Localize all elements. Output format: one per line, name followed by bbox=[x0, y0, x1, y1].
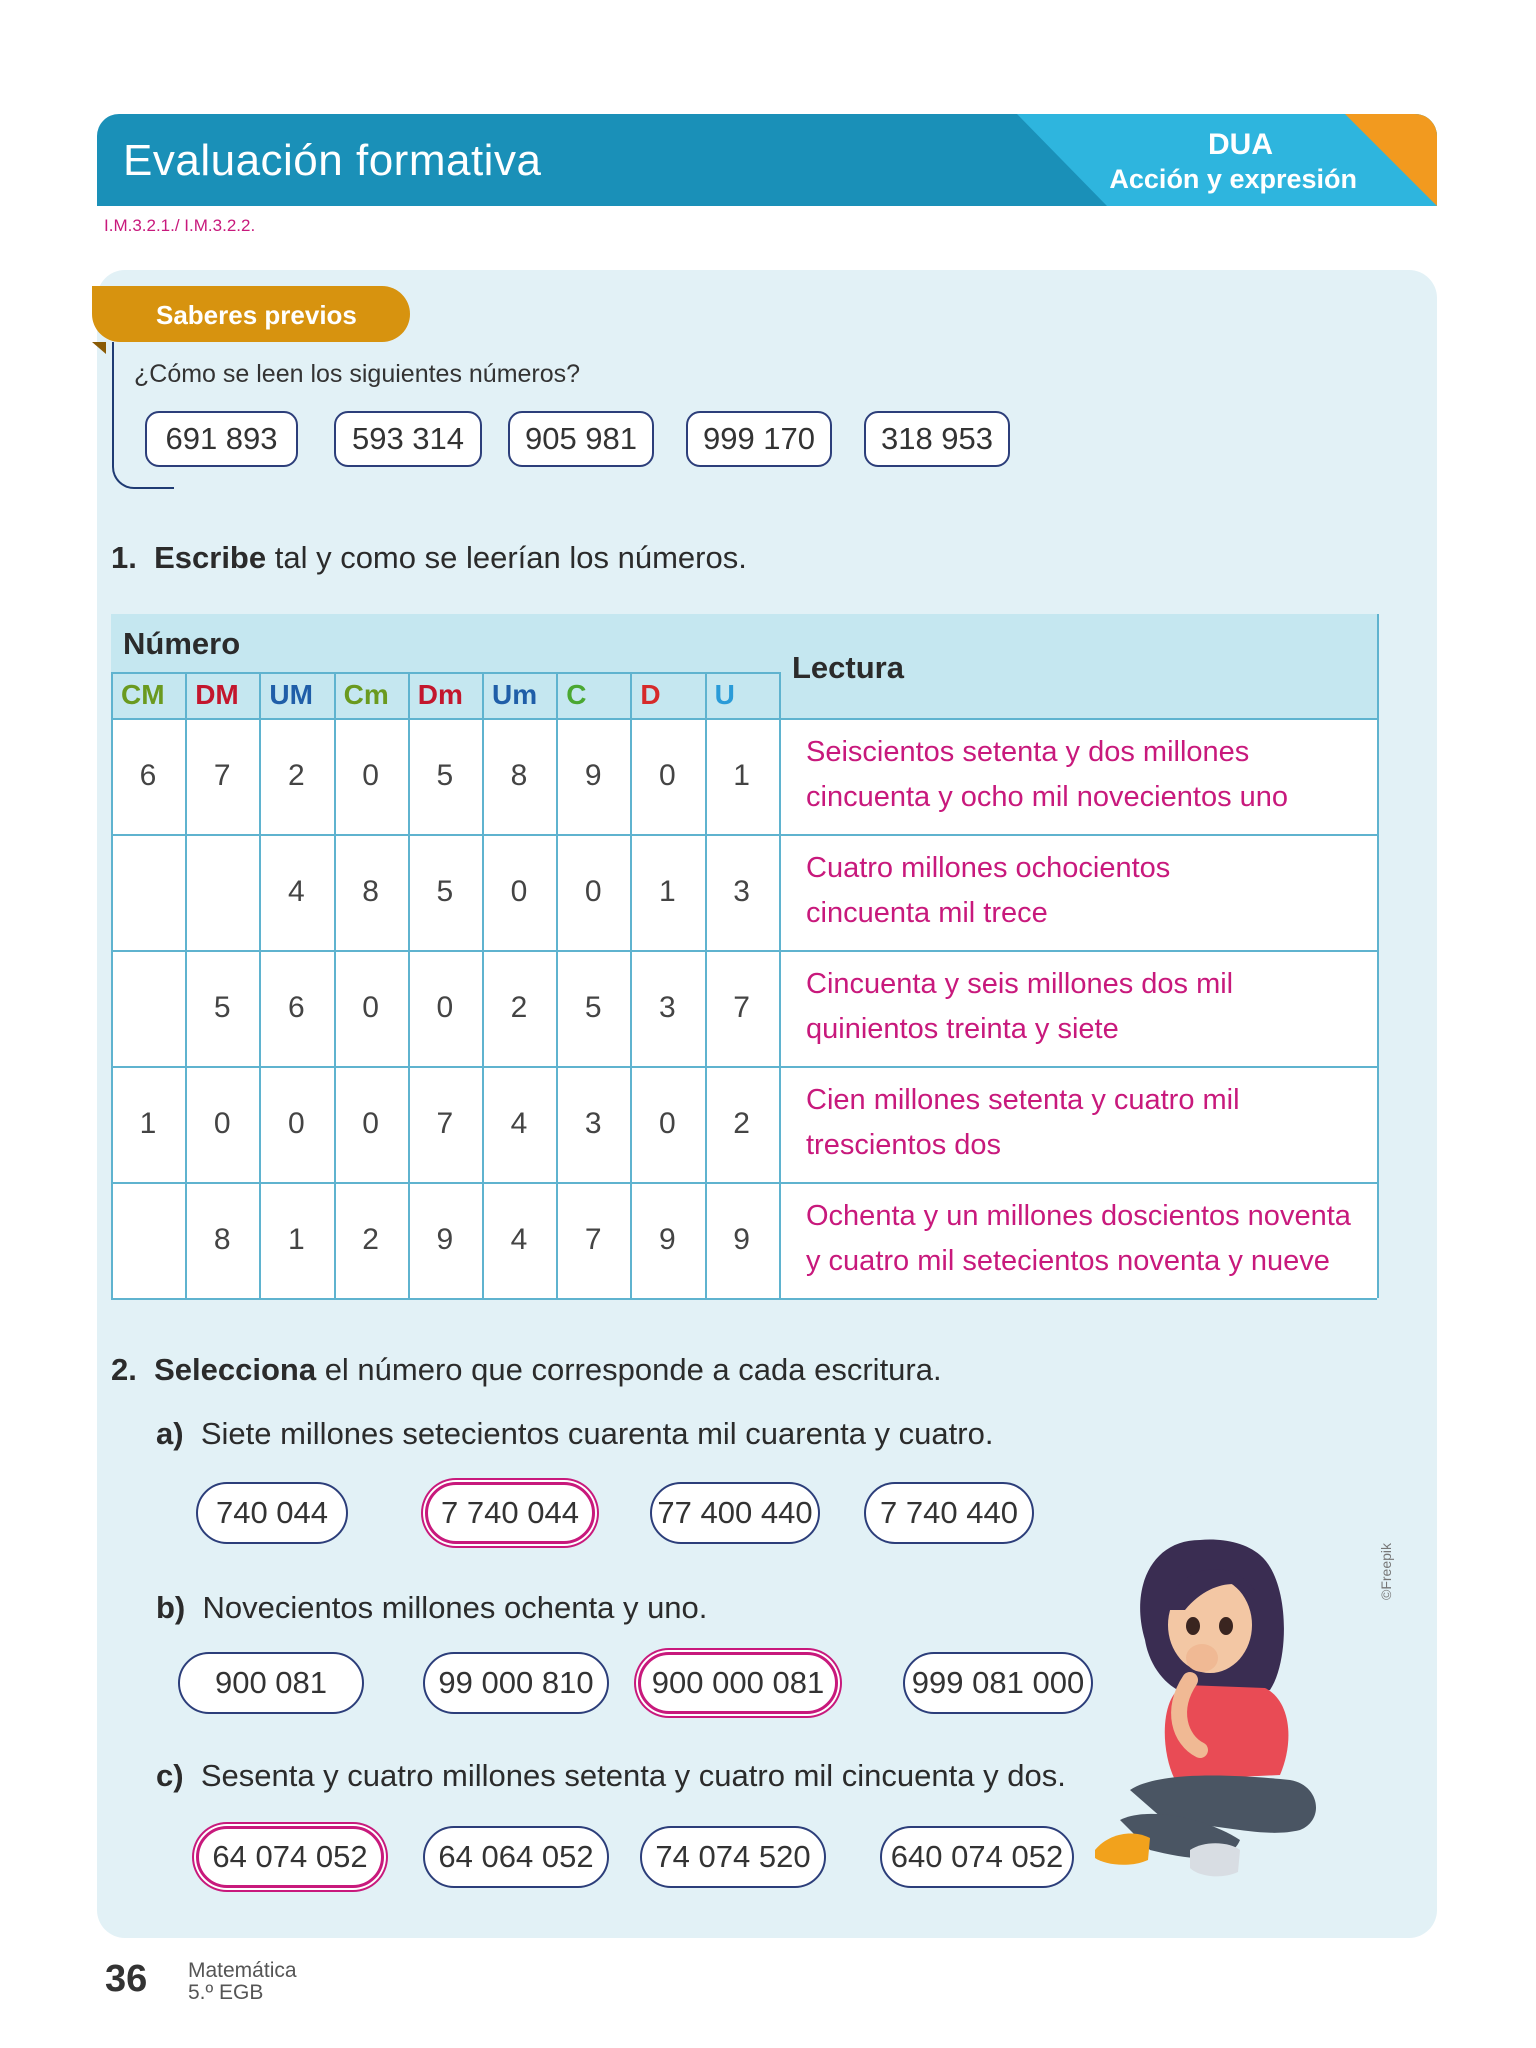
reading-cell bbox=[806, 730, 1366, 820]
digit-cell bbox=[111, 950, 185, 1066]
grid-line bbox=[334, 672, 336, 1298]
column-header: U bbox=[714, 679, 735, 710]
reading-cell bbox=[806, 962, 1366, 1052]
digit-cell: 0 bbox=[288, 1107, 305, 1140]
digit-cell: 7 bbox=[213, 759, 231, 792]
question-a bbox=[156, 1416, 993, 1452]
number-box: 999 170 bbox=[686, 411, 832, 467]
indicators: I.M.3.2.1./ I.M.3.2.2. bbox=[104, 216, 256, 235]
subject-name: Matemática bbox=[188, 1959, 297, 1982]
option-c-4[interactable]: 640 074 052 bbox=[880, 1826, 1074, 1888]
digit-cell: 5 bbox=[584, 991, 602, 1024]
digit-cell: 9 bbox=[584, 759, 602, 792]
digit-cell: 5 bbox=[213, 991, 231, 1024]
grade-level: 5.º EGB bbox=[188, 1981, 264, 2004]
reading-line: Cien millones setenta y cuatro mil bbox=[806, 1084, 1240, 1116]
exercise-1-number: 1. bbox=[111, 540, 137, 575]
question-b-text: Novecientos millones ochenta y uno. bbox=[202, 1590, 708, 1625]
reading-line: cincuenta y ocho mil novecientos uno bbox=[806, 781, 1289, 813]
grid-line bbox=[556, 672, 558, 1298]
grid-line bbox=[111, 1066, 1377, 1068]
digit-cell: 2 bbox=[510, 991, 528, 1024]
reading-line: cincuenta mil trece bbox=[806, 897, 1048, 929]
digit-cell: 5 bbox=[436, 875, 454, 908]
digit-cell: 7 bbox=[584, 1223, 602, 1256]
page-title: Evaluación formativa bbox=[123, 136, 542, 185]
grid-line bbox=[111, 1298, 1377, 1300]
number-box: 318 953 bbox=[864, 411, 1010, 467]
column-header: C bbox=[566, 679, 587, 710]
saberes-previos-tab bbox=[92, 286, 410, 342]
question-a-text: Siete millones setecientos cuarenta mil cuarenta y cuatro. bbox=[200, 1416, 994, 1451]
option-c-1-selected[interactable]: 64 074 052 bbox=[196, 1826, 384, 1888]
reading-line: Ochenta y un millones doscientos noventa bbox=[806, 1200, 1351, 1232]
column-header: UM bbox=[269, 679, 313, 710]
digit-cell: 7 bbox=[733, 991, 750, 1024]
digit-cell: 0 bbox=[584, 875, 602, 908]
digit-cell: 8 bbox=[510, 759, 528, 792]
grid-line bbox=[630, 672, 632, 1298]
digit-cell: 4 bbox=[510, 1223, 528, 1256]
saberes-question: ¿Cómo se leen los siguientes números? bbox=[134, 360, 581, 388]
grid-line bbox=[111, 950, 1377, 952]
exercise-1-instruction: tal y como se leerían los números. bbox=[266, 540, 747, 575]
column-header: D bbox=[640, 679, 661, 710]
grid-line bbox=[705, 672, 707, 1298]
saberes-previos-label: Saberes previos bbox=[156, 300, 357, 330]
digit-cell: 0 bbox=[510, 875, 528, 908]
grid-line bbox=[111, 834, 1377, 836]
option-c-3[interactable]: 74 074 520 bbox=[640, 1826, 826, 1888]
option-a-4[interactable]: 7 740 440 bbox=[864, 1482, 1034, 1544]
digit-cell: 3 bbox=[659, 991, 676, 1024]
question-b-letter: b) bbox=[156, 1590, 186, 1625]
reading-cell bbox=[806, 1078, 1366, 1168]
reading-line: quinientos treinta y siete bbox=[806, 1013, 1119, 1045]
question-a-letter: a) bbox=[156, 1416, 184, 1451]
digit-cell: 9 bbox=[436, 1223, 454, 1256]
question-b bbox=[156, 1590, 707, 1626]
digit-cell: 1 bbox=[659, 875, 676, 908]
exercise-1-title bbox=[111, 540, 747, 576]
header-numero: Número bbox=[123, 626, 241, 661]
digit-cell: 2 bbox=[362, 1223, 379, 1256]
digit-cell: 0 bbox=[659, 759, 676, 792]
digit-cell: 3 bbox=[584, 1107, 602, 1140]
digit-cell: 4 bbox=[510, 1107, 528, 1140]
digit-cell: 8 bbox=[213, 1223, 231, 1256]
grid-line bbox=[185, 672, 187, 1298]
option-a-2-selected[interactable]: 7 740 044 bbox=[425, 1482, 595, 1544]
digit-cell: 0 bbox=[362, 1107, 379, 1140]
question-c-text: Sesenta y cuatro millones setenta y cuatro mil cincuenta y dos. bbox=[200, 1758, 1066, 1793]
digit-cell: 3 bbox=[733, 875, 750, 908]
page-number: 36 bbox=[105, 1958, 148, 2000]
header-lectura: Lectura bbox=[792, 650, 904, 685]
column-header: Dm bbox=[417, 679, 463, 710]
reading-cell bbox=[806, 846, 1366, 936]
option-b-2[interactable]: 99 000 810 bbox=[423, 1652, 609, 1714]
option-a-1[interactable]: 740 044 bbox=[196, 1482, 348, 1544]
number-box: 593 314 bbox=[334, 411, 482, 467]
digit-cell: 0 bbox=[213, 1107, 231, 1140]
question-c bbox=[156, 1758, 1066, 1794]
digit-cell: 0 bbox=[362, 991, 379, 1024]
dua-subtitle: Acción y expresión bbox=[1109, 164, 1357, 194]
reading-line: Seiscientos setenta y dos millones bbox=[806, 736, 1250, 768]
exercise-2-verb: Selecciona bbox=[154, 1352, 317, 1387]
exercise-2-title bbox=[111, 1352, 942, 1388]
grid-line bbox=[779, 672, 781, 1298]
header-banner bbox=[97, 114, 1437, 206]
digit-cell: 9 bbox=[733, 1223, 750, 1256]
option-b-3-selected[interactable]: 900 000 081 bbox=[638, 1652, 838, 1714]
exercise-2-number: 2. bbox=[111, 1352, 137, 1387]
column-header: CM bbox=[121, 679, 165, 710]
digit-cell bbox=[111, 1182, 185, 1298]
grid-line bbox=[408, 672, 410, 1298]
tab-fold bbox=[92, 342, 106, 354]
question-c-letter: c) bbox=[156, 1758, 184, 1793]
grid-line bbox=[111, 672, 113, 1298]
grid-line bbox=[111, 1182, 1377, 1184]
option-b-1[interactable]: 900 081 bbox=[178, 1652, 364, 1714]
digit-cell: 0 bbox=[362, 759, 379, 792]
digit-cell bbox=[111, 834, 185, 950]
grid-line bbox=[1377, 614, 1379, 1298]
reading-cell bbox=[806, 1194, 1366, 1284]
reading-line: y cuatro mil setecientos noventa y nueve bbox=[806, 1245, 1330, 1277]
exercise-1-verb: Escribe bbox=[154, 540, 267, 575]
girl-illustration bbox=[1090, 1520, 1355, 1905]
column-header: Um bbox=[492, 679, 538, 710]
digit-cell: 4 bbox=[288, 875, 305, 908]
digit-cell bbox=[185, 834, 259, 950]
digit-cell: 2 bbox=[733, 1107, 750, 1140]
footer-subject bbox=[188, 1960, 297, 2004]
reading-line: trescientos dos bbox=[806, 1129, 1002, 1161]
digit-cell: 5 bbox=[436, 759, 454, 792]
grid-line bbox=[259, 672, 261, 1298]
reading-line: Cuatro millones ochocientos bbox=[806, 852, 1171, 884]
grid-line bbox=[111, 672, 779, 674]
dua-title: DUA bbox=[1208, 128, 1273, 161]
digit-cell: 0 bbox=[436, 991, 454, 1024]
grid-line bbox=[482, 672, 484, 1298]
reading-line: Cincuenta y seis millones dos mil bbox=[806, 968, 1234, 1000]
digit-cell: 6 bbox=[288, 991, 305, 1024]
digit-cell: 1 bbox=[288, 1223, 305, 1256]
digit-cell: 7 bbox=[436, 1107, 454, 1140]
digit-cell: 2 bbox=[288, 759, 305, 792]
number-box: 691 893 bbox=[145, 411, 298, 467]
option-a-3[interactable]: 77 400 440 bbox=[650, 1482, 820, 1544]
digit-cell: 0 bbox=[659, 1107, 676, 1140]
digit-cell: 1 bbox=[139, 1107, 157, 1140]
grid-line bbox=[111, 718, 1377, 720]
column-header: Cm bbox=[343, 679, 389, 710]
column-header: DM bbox=[195, 679, 239, 710]
option-b-4[interactable]: 999 081 000 bbox=[903, 1652, 1093, 1714]
digit-cell: 8 bbox=[362, 875, 379, 908]
option-c-2[interactable]: 64 064 052 bbox=[423, 1826, 609, 1888]
digit-cell: 6 bbox=[139, 759, 157, 792]
digit-cell: 1 bbox=[733, 759, 750, 792]
digit-cell: 9 bbox=[659, 1223, 676, 1256]
exercise-2-instruction: el número que corresponde a cada escritura. bbox=[316, 1352, 942, 1387]
image-credit: ©Freepik bbox=[1378, 1543, 1394, 1600]
number-box: 905 981 bbox=[508, 411, 654, 467]
